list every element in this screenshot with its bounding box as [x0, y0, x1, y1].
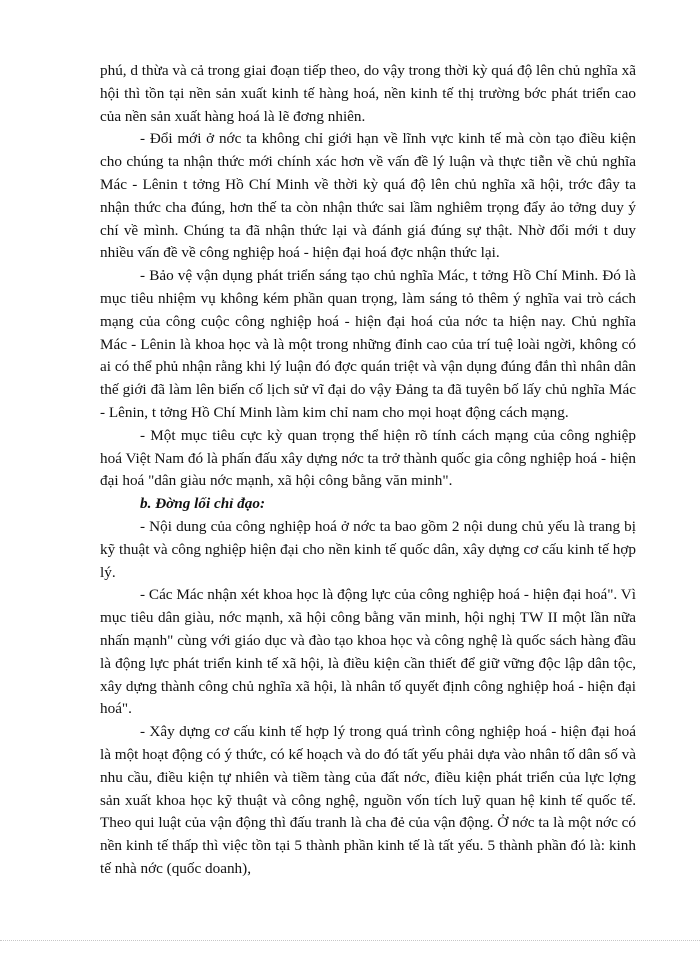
paragraph-cac-mac: - Các Mác nhận xét khoa học là động lực của công nghiệp hoá - hiện đại hoá". Vì mục tiêu dân giàu, nớc mạnh, xã hội công bằng văn minh, hội nghị TW II một lần nữa nhấn mạnh" cùng với giáo dục và đào tạo khoa học và công nghệ là quốc sách hàng đầu là động lực phát triển kinh tế xã hội, là điều kiện cần thiết để giữ vững độc lập dân tộc, xây dựng thành công chủ nghĩa xã hội, là nhân tố quyết định công nghiệp hoá - hiện đại hoá".	[100, 586, 636, 718]
paragraph-muc-tieu: - Một mục tiêu cực kỳ quan trọng thể hiện rõ tính cách mạng của công nghiệp hoá Việt Nam đó là phấn đấu xây dựng nớc ta trở thành quốc gia công nghiệp hoá - hiện đại hoá "dân giàu nớc mạnh, xã hội công bằng văn minh".	[100, 426, 636, 490]
paragraph-doi-moi: - Đổi mới ở nớc ta không chỉ giới hạn về lĩnh vực kinh tế mà còn tạo điều kiện cho chúng ta nhận thức mới chính xác hơn về vấn đề lý luận và thực tiễn về chủ nghĩa Mác - Lênin t tởng Hồ Chí Minh về thời kỳ quá độ lên chủ nghĩa xã hội, trớc đây ta nhận thức cha đúng, hơn thế ta còn nhận thức sai lầm nghiêm trọng đẩy ảo tởng duy ý chí về mình. Chúng ta đã nhận thức lại và đánh giá đúng sự thật. Nhờ đổi mới t duy nhiều vấn đề về công nghiệp hoá - hiện đại hoá đợc nhận thức lại.	[100, 130, 636, 262]
section-heading-duong-loi: b. Đờng lối chỉ đạo:	[140, 495, 266, 513]
paragraph-co-cau-kinh-te: - Xây dựng cơ cấu kinh tế hợp lý trong quá trình công nghiệp hoá - hiện đại hoá là một hoạt động có ý thức, có kế hoạch và do đó tất yếu phải dựa vào nhân tố dân số và nhu cầu, điều kiện tự nhiên và tiềm tàng của đất nớc, điều kiện phát triển của lực lợng sản xuất khoa học kỹ thuật và công nghệ, nguồn vốn tích luỹ quan hệ kinh tế quốc tế. Theo qui luật của vận động thì đấu tranh là cha đẻ của vận động. Ở nớc ta là một nớc có nền kinh tế thấp thì việc tồn tại 5 thành phần kinh tế là tất yếu. 5 thành phần đó là: kinh tế nhà nớc (quốc doanh),	[100, 723, 636, 877]
paragraph-continuation: phú, d thừa và cả trong giai đoạn tiếp theo, do vậy trong thời kỳ quá độ lên chủ nghĩa xã hội thì tồn tại nền sản xuất kinh tế hàng hoá, nền kinh tế thị trường bớc phát triển cao của nền sản xuất hàng hoá là lẽ đơng nhiên.	[100, 62, 636, 125]
paragraph-noi-dung: - Nội dung của công nghiệp hoá ở nớc ta bao gồm 2 nội dung chủ yếu là trang bị kỹ thuật và công nghiệp hiện đại cho nền kinh tế quốc dân, xây dựng cơ cấu kinh tế hợp lý.	[100, 517, 636, 581]
page-bottom-divider	[0, 940, 700, 941]
paragraph-bao-ve-van-dung: - Bảo vệ vận dụng phát triển sáng tạo chủ nghĩa Mác, t tởng Hồ Chí Minh. Đó là mục tiêu nhiệm vụ không kém phần quan trọng, làm sáng tỏ thêm ý nghĩa vai trò cách mạng của công cuộc công nghiệp hoá - hiện đại hoá của nớc ta hiện nay. Chủ nghĩa Mác - Lênin là khoa học và là một trong những đỉnh cao của trí tuệ loài ngời, không có ai có thể phủ nhận rằng khi lý luận đó đợc quán triệt và vận dụng đúng đắn thì nhân dân thế giới đã làm lên biến cố lịch sử vĩ đại do vậy Đảng ta đã tuyên bố lấy chủ nghĩa Mác - Lênin, t tởng Hồ Chí Minh làm kim chỉ nam cho mọi hoạt động cách mạng.	[100, 267, 636, 421]
document-page	[100, 60, 636, 881]
